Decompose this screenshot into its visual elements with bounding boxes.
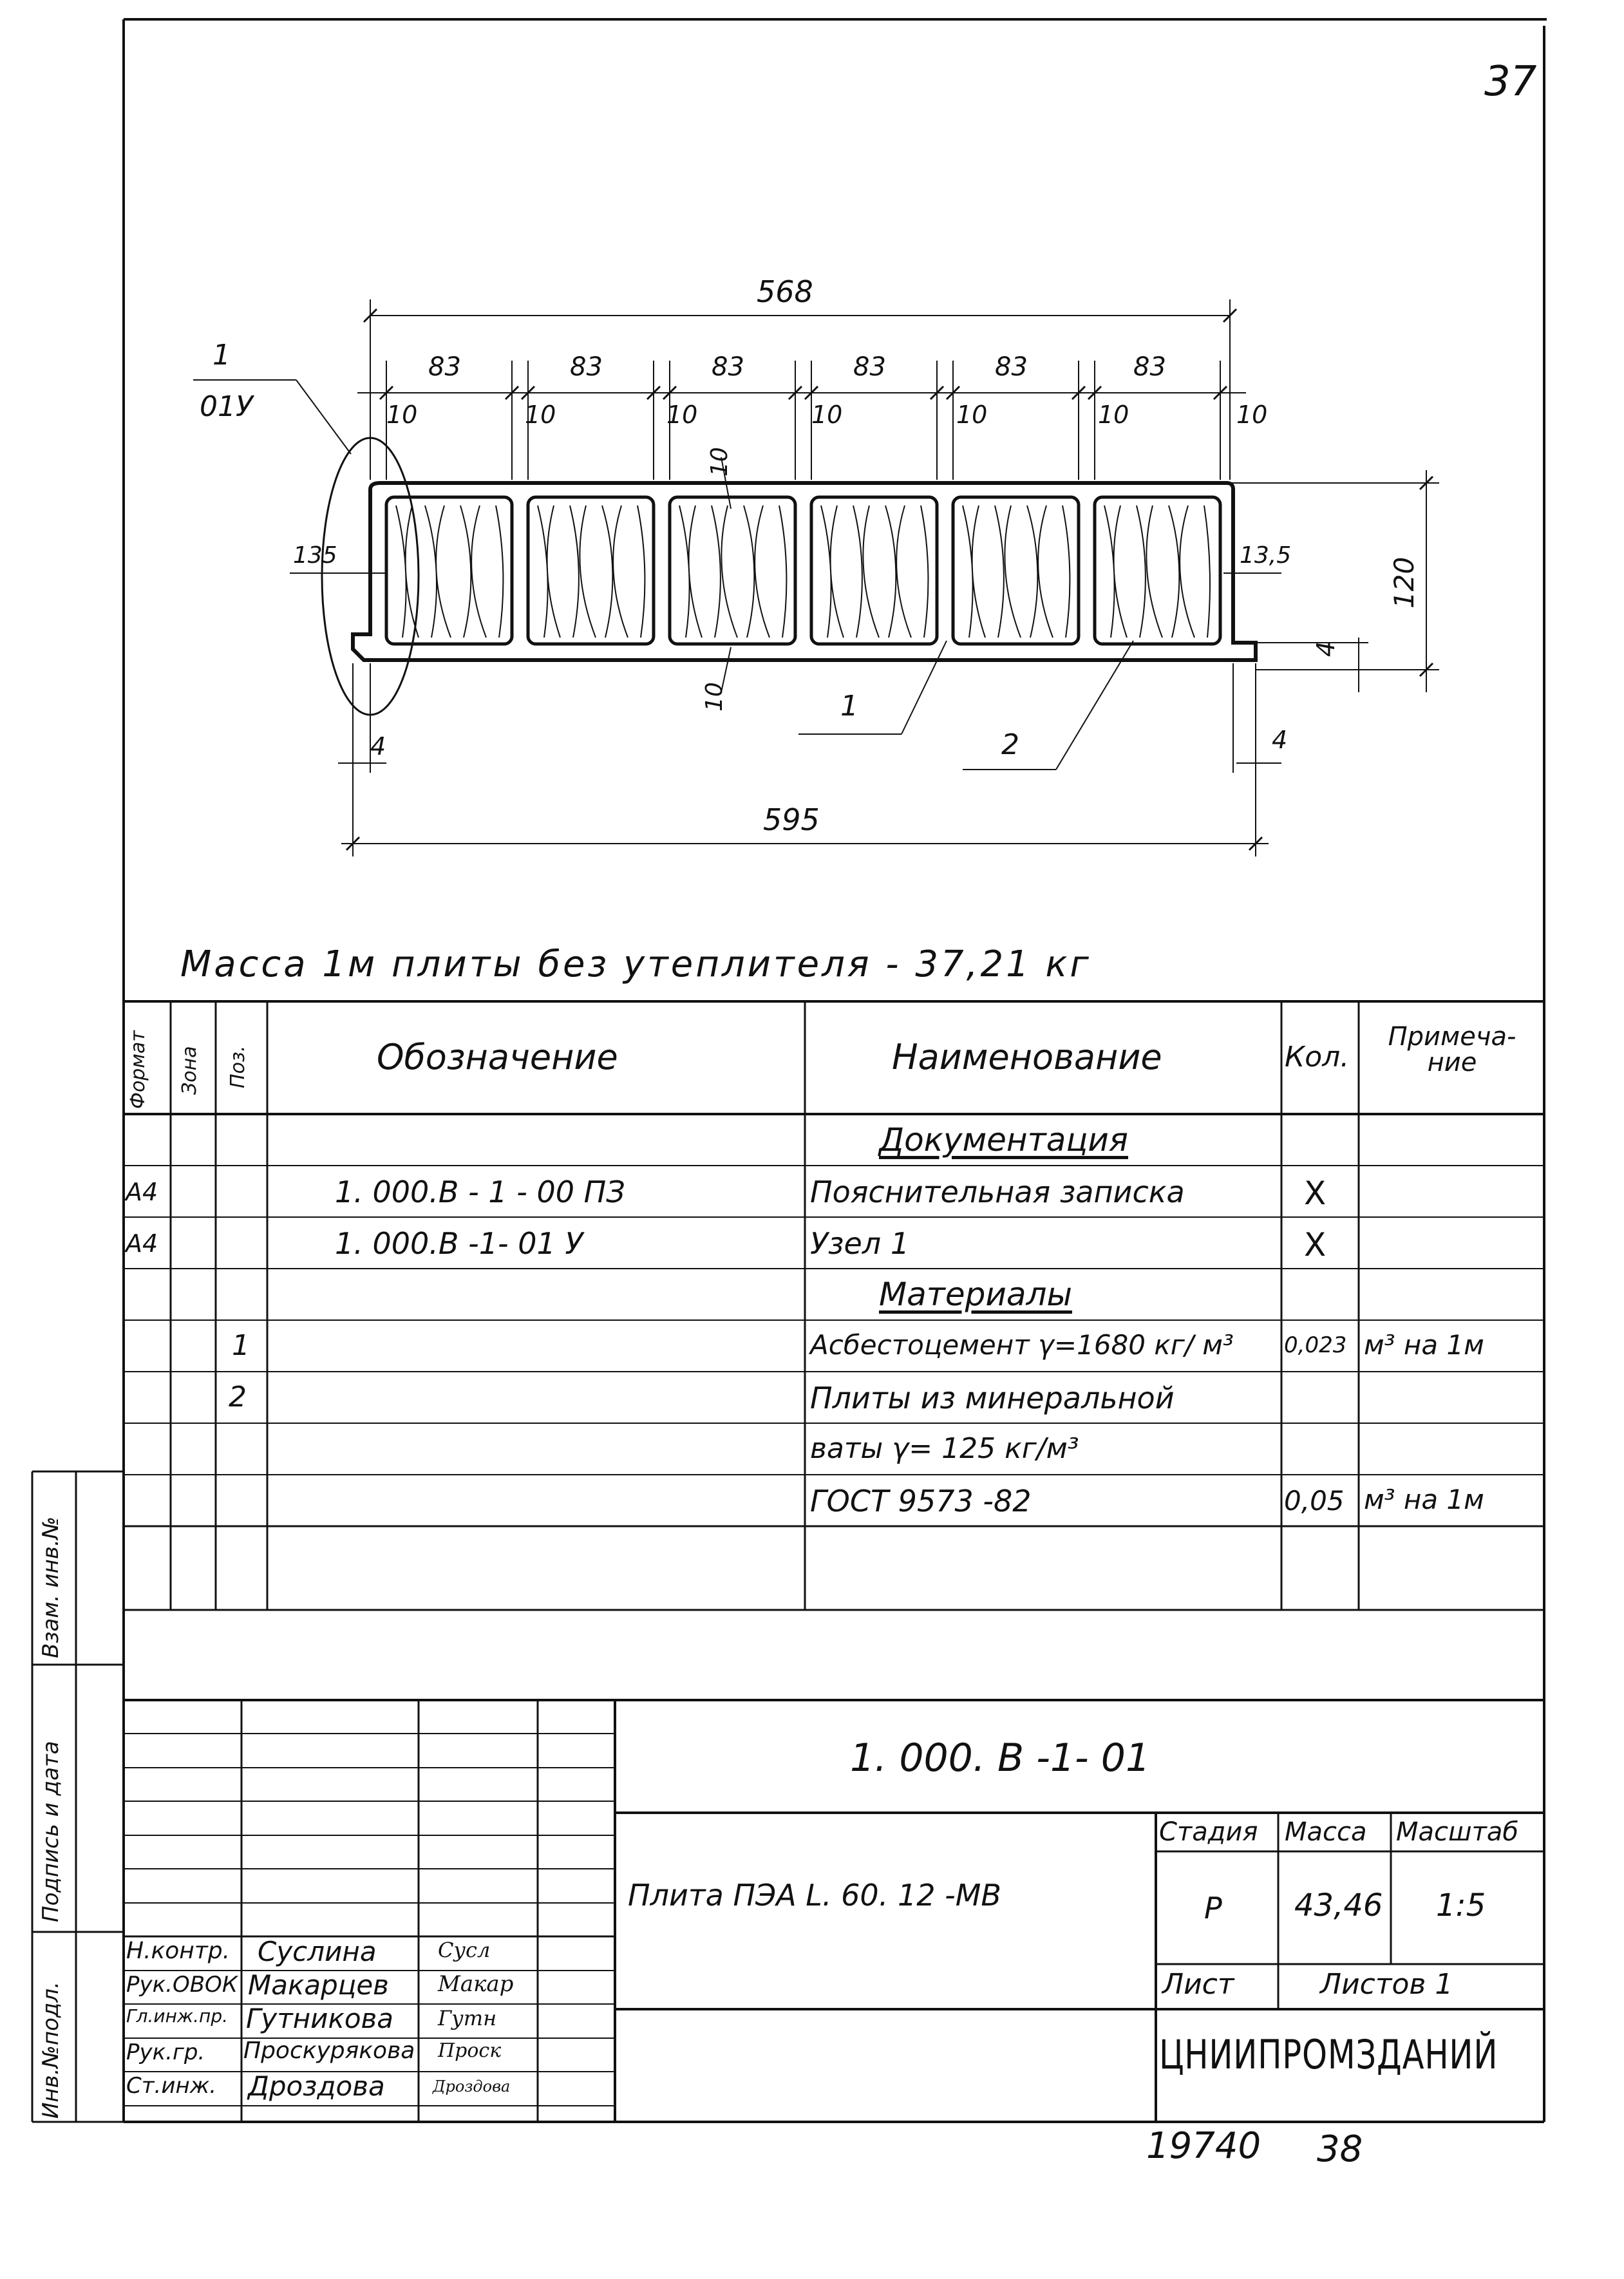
row-2-designation: 1. 000.В -1- 01 У <box>335 1226 583 1261</box>
row-4-name: Асбестоцемент γ=1680 кг/ м³ <box>810 1329 1234 1361</box>
row-1-name: Пояснительная записка <box>810 1175 1185 1209</box>
name-3: Гутникова <box>246 2003 394 2034</box>
dim-right-offset: 4 <box>1272 726 1288 754</box>
inventory-number: 19740 <box>1146 2125 1261 2167</box>
row-4-note: м³ на 1м <box>1364 1329 1484 1361</box>
dim-flange-top: 10 <box>706 447 733 477</box>
role-4: Рук.гр. <box>126 2039 205 2065</box>
row-6-name: ваты γ= 125 кг/м³ <box>810 1432 1079 1465</box>
row-2-name: Узел 1 <box>810 1226 910 1261</box>
row-1-format: А4 <box>126 1178 158 1206</box>
dim-rib-2: 10 <box>525 401 556 429</box>
header-zone: Зона <box>178 1046 201 1095</box>
signature-5: Дроздова <box>433 2077 511 2095</box>
footer-page: 38 <box>1317 2128 1363 2170</box>
heading-documentation: Документация <box>879 1121 1128 1158</box>
row-1-qty: Х <box>1304 1175 1327 1212</box>
header-designation: Обозначение <box>377 1037 618 1077</box>
node-ref-sheet: 01У <box>200 390 253 423</box>
header-name: Наименование <box>892 1037 1162 1077</box>
callout-1: 1 <box>840 690 858 723</box>
header-pos: Поз. <box>227 1045 249 1088</box>
role-2: Рук.ОВОК <box>126 1972 238 1998</box>
role-3: Гл.инж.пр. <box>126 2005 229 2027</box>
row-2-qty: Х <box>1304 1226 1327 1263</box>
drawing-code: 1. 000. В -1- 01 <box>850 1735 1151 1781</box>
header-format: Формат <box>127 1030 149 1109</box>
dim-rib-7: 10 <box>1236 401 1268 429</box>
side-replace-inv: Взам. инв.№ <box>38 1516 64 1658</box>
row-5-name: Плиты из минеральной <box>810 1381 1175 1415</box>
dim-height: 120 <box>1388 556 1420 609</box>
dim-rib-4: 10 <box>811 401 843 429</box>
sheet-label: Лист <box>1162 1968 1234 2001</box>
role-1: Н.контр. <box>126 1938 231 1964</box>
dim-flange-bottom: 10 <box>701 682 728 712</box>
dim-rib-5: 10 <box>956 401 988 429</box>
scale-value: 1:5 <box>1436 1887 1486 1924</box>
dim-cell-1: 83 <box>428 352 461 382</box>
name-1: Суслина <box>258 1936 377 1967</box>
role-5: Ст.инж. <box>126 2073 217 2099</box>
signature-4: Проск <box>438 2039 502 2062</box>
side-inv-podl: Инв.№подл. <box>38 1981 64 2119</box>
dim-cell-2: 83 <box>570 352 603 382</box>
dim-left-lug: 135 <box>293 542 337 569</box>
name-4: Проскурякова <box>243 2038 415 2064</box>
page-number: 37 <box>1484 58 1537 106</box>
row-7-name: ГОСТ 9573 -82 <box>810 1484 1032 1518</box>
mass-note: Масса 1м плиты без утеплителя - 37,21 кг <box>180 943 1091 985</box>
product-name: Плита ПЭА L. 60. 12 -МВ <box>628 1878 1001 1913</box>
dim-rib-6: 10 <box>1098 401 1129 429</box>
row-1-designation: 1. 000.В - 1 - 00 ПЗ <box>335 1175 625 1209</box>
dim-left-offset: 4 <box>370 732 386 761</box>
name-5: Дроздова <box>248 2070 385 2102</box>
signature-2: Макар <box>438 1971 514 1997</box>
dim-cell-3: 83 <box>712 352 744 382</box>
scale-label: Масштаб <box>1396 1817 1519 1847</box>
stage-label: Стадия <box>1159 1817 1258 1847</box>
dim-total-top: 568 <box>757 274 813 309</box>
header-note: Примеча-ние <box>1388 1022 1516 1077</box>
dim-cell-6: 83 <box>1133 352 1166 382</box>
row-4-pos: 1 <box>232 1329 250 1362</box>
signature-3: Гутн <box>438 2006 497 2030</box>
row-5-pos: 2 <box>229 1381 247 1414</box>
row-7-note: м³ на 1м <box>1364 1484 1484 1515</box>
node-ref-number: 1 <box>212 339 231 372</box>
row-7-qty: 0,05 <box>1284 1485 1345 1517</box>
dim-cell-5: 83 <box>995 352 1028 382</box>
dim-right-lug: 13,5 <box>1240 542 1292 569</box>
dim-cell-4: 83 <box>853 352 886 382</box>
name-2: Макарцев <box>248 1969 389 2001</box>
callout-2: 2 <box>1001 728 1019 761</box>
sheets-label: Листов 1 <box>1320 1968 1453 2001</box>
dim-total-bottom: 595 <box>763 802 820 837</box>
mass-label: Масса <box>1285 1817 1367 1847</box>
signature-1: Сусл <box>438 1938 491 1962</box>
dim-rib-3: 10 <box>666 401 698 429</box>
stage-value: Р <box>1204 1891 1222 1925</box>
header-qty: Кол. <box>1285 1041 1350 1073</box>
row-2-format: А4 <box>126 1229 158 1258</box>
dim-lug-thickness: 4 <box>1312 641 1340 657</box>
side-signature-date: Подпись и дата <box>38 1741 64 1922</box>
mass-value: 43,46 <box>1294 1887 1383 1924</box>
row-4-qty: 0,023 <box>1284 1332 1347 1358</box>
organization-name: ЦНИИПРОМЗДАНИЙ <box>1159 2031 1498 2078</box>
heading-materials: Материалы <box>879 1276 1072 1313</box>
dim-rib-1: 10 <box>386 401 418 429</box>
